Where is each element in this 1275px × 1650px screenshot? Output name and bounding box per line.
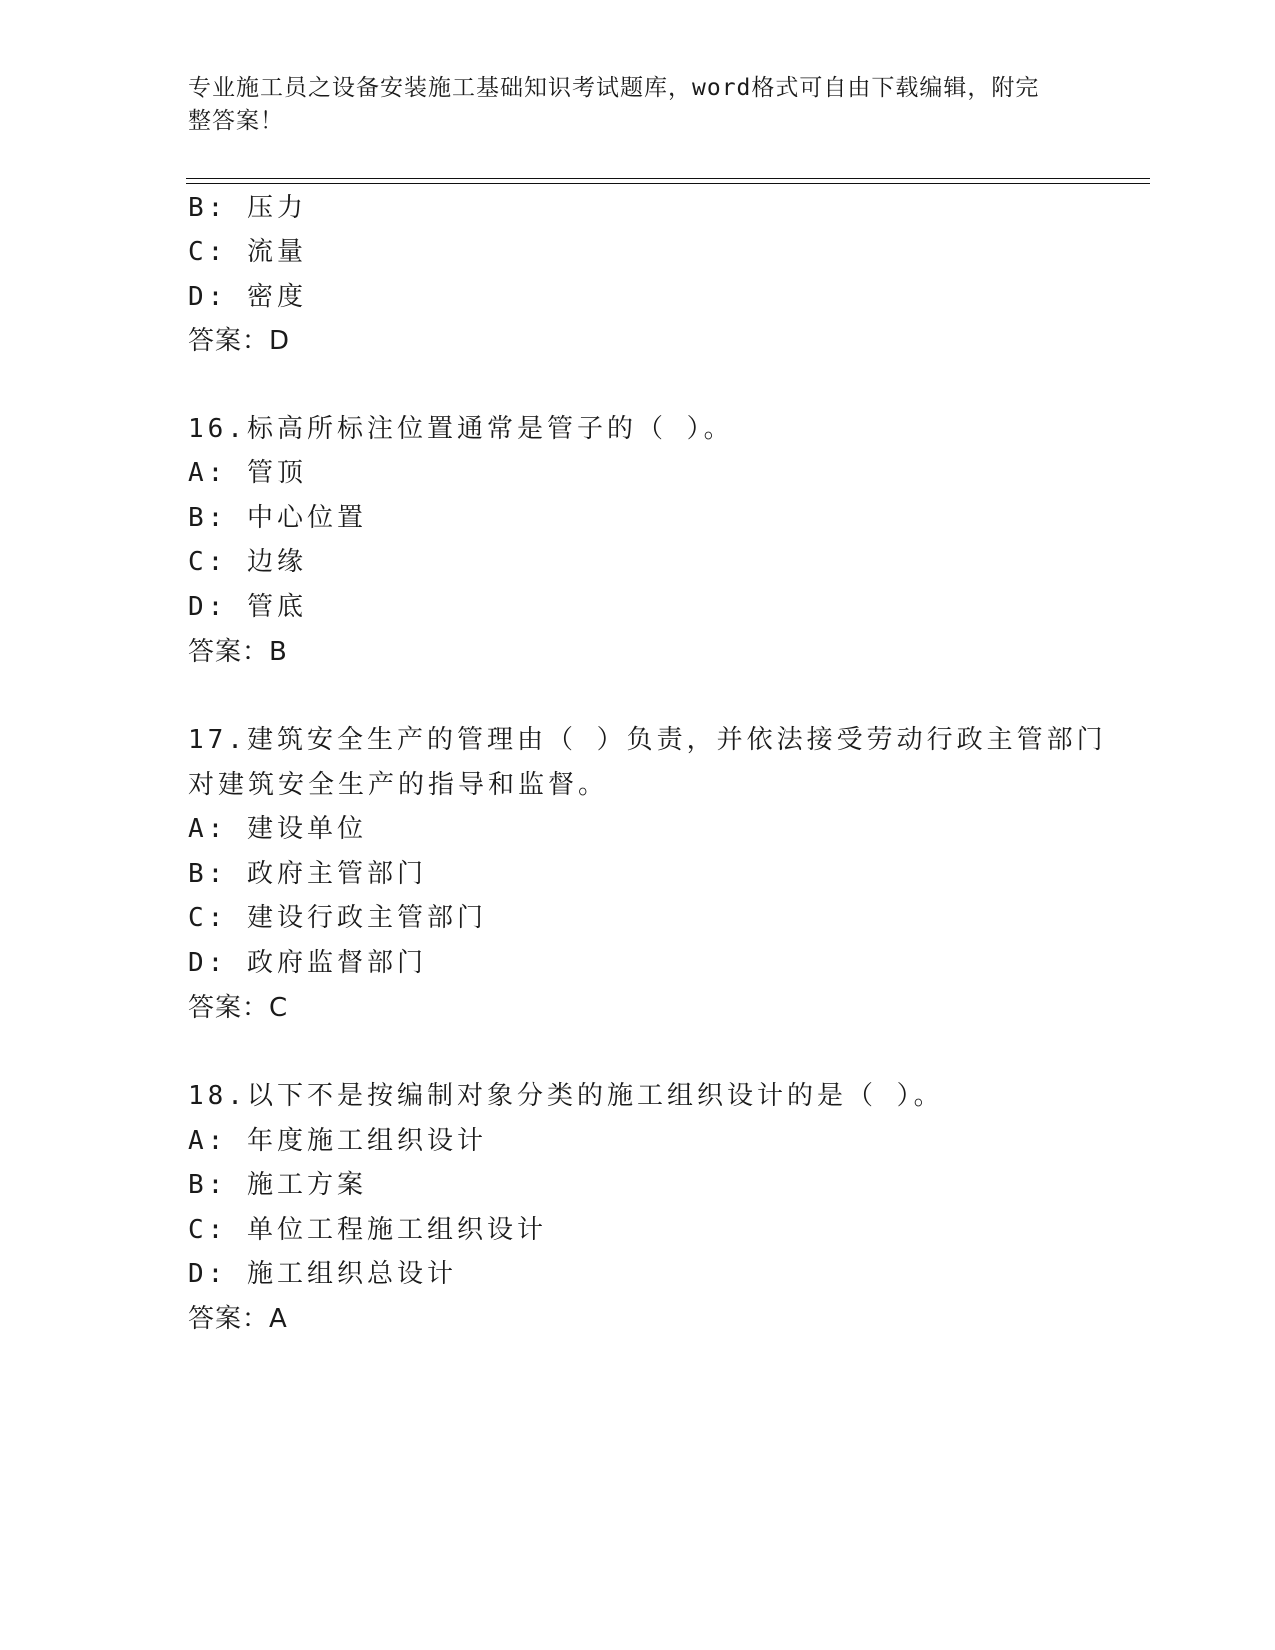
header-line-2: 整答案！ bbox=[188, 108, 284, 134]
q16-answer: 答案：B bbox=[188, 637, 288, 667]
header-divider-bottom bbox=[186, 183, 1150, 184]
q17-option-d: D: 政府监督部门 bbox=[188, 948, 427, 978]
q17-question-line-2: 对建筑安全生产的指导和监督。 bbox=[188, 770, 609, 800]
q15-answer: 答案：D bbox=[188, 326, 291, 356]
q16-option-a: A: 管顶 bbox=[188, 458, 307, 488]
q15-option-c: C: 流量 bbox=[188, 237, 307, 267]
q17-answer: 答案：C bbox=[188, 993, 289, 1023]
q18-question: 18.以下不是按编制对象分类的施工组织设计的是（ ）。 bbox=[188, 1081, 944, 1111]
q18-option-c: C: 单位工程施工组织设计 bbox=[188, 1215, 547, 1245]
q18-answer: 答案：A bbox=[188, 1304, 288, 1334]
q16-option-b: B: 中心位置 bbox=[188, 503, 367, 533]
q15-option-b: B: 压力 bbox=[188, 193, 307, 223]
q18-option-a: A: 年度施工组织设计 bbox=[188, 1126, 487, 1156]
header-line-1: 专业施工员之设备安装施工基础知识考试题库，word格式可自由下载编辑，附完 bbox=[188, 75, 1040, 101]
q16-option-c: C: 边缘 bbox=[188, 547, 307, 577]
document-header bbox=[188, 72, 1068, 138]
q16-option-d: D: 管底 bbox=[188, 592, 307, 622]
q16-question: 16.标高所标注位置通常是管子的（ ）。 bbox=[188, 414, 734, 444]
q18-option-b: B: 施工方案 bbox=[188, 1170, 367, 1200]
header-divider-top bbox=[186, 178, 1150, 179]
q17-option-a: A: 建设单位 bbox=[188, 814, 367, 844]
q17-option-c: C: 建设行政主管部门 bbox=[188, 903, 487, 933]
q17-question-line-1: 17.建筑安全生产的管理由（ ）负责，并依法接受劳动行政主管部门 bbox=[188, 725, 1107, 755]
q15-option-d: D: 密度 bbox=[188, 282, 307, 312]
q17-option-b: B: 政府主管部门 bbox=[188, 859, 427, 889]
q18-option-d: D: 施工组织总设计 bbox=[188, 1259, 457, 1289]
